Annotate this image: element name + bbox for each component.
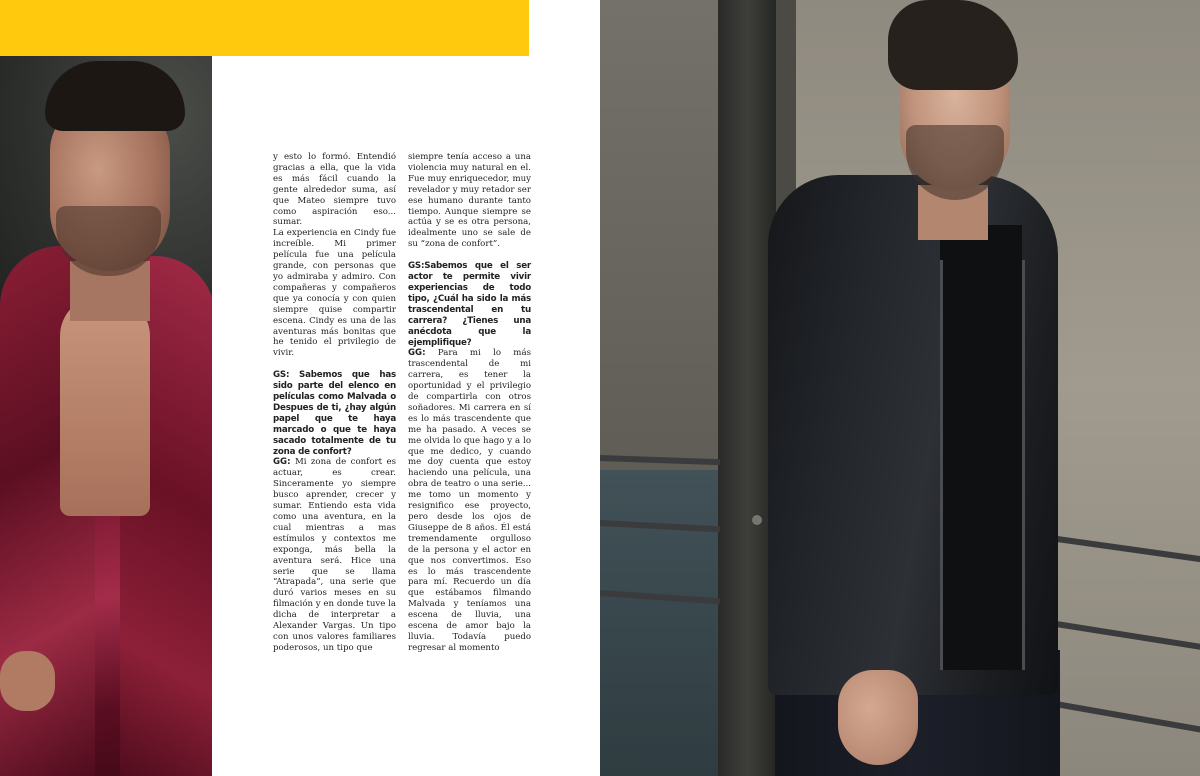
- answer-label: GG:: [273, 457, 291, 468]
- paragraph: y esto lo formó. Entendió gracias a ella, que la vida es más fácil cuando la gente alrededor suma, así que Mateo siempre tuvo como aspiración eso... sumar. La experiencia en Cindy fue increíble. Mi primer película fue una película grande, con personas que yo admiraba y admiro. Con compañeras y compañeros que ya conocía y con quien siempre quise compartir escena. Cindy es una de las aventuras más bonitas que he tenido el privilegio de vivir.: [273, 152, 396, 359]
- answer-text: Para mi lo más trascendental de mi carrera, es tener la oportunidad y el privilegio de compartirla con otros soñadores. Mi carrera en sí es lo más trascendente que me ha pasado. A veces se me olvida lo que hago y a lo que me dedico, y cuando me doy cuenta que estoy haciendo una película, una obra de teatro o una serie... me tomo un momento y resignifico ese proyecto, pero desde los ojos de Giuseppe de 8 años. Él está tremendamente orgulloso de la persona y el actor en que nos convertimos. Eso es lo más trascendente para mí. Recuerdo un día que estábamos filmando Malvada y teníamos una escena de lluvia, una escena de amor bajo la lluvia. Todavía puedo regresar al momento: [408, 348, 531, 653]
- door-knob: [752, 515, 762, 525]
- interview-answer: [273, 457, 396, 653]
- paragraph: siempre tenía acceso a una violencia muy natural en el. Fue muy enriquecedor, muy revelador y muy retador ser ese humano durante tanto tiempo. Aunque siempre se actúa y se es otra persona, idealmente uno se sale de su “zona de confort”.: [408, 152, 531, 250]
- interview-question: GS: Sabemos que has sido parte del elenco en películas como Malvada o Despues de ti, ¿hay algún papel que te haya marcado o que te haya sacado totalmente de tu zona de confort?: [273, 370, 396, 457]
- interview-question: GS:Sabemos que el ser actor te permite vivir experiencias de todo tipo, ¿Cuál ha sido la más trascendental en tu carrera? ¿Tienes una anécdota que la ejemplifique?: [408, 261, 531, 348]
- portrait-photo-burgundy-robe: [0, 56, 212, 776]
- answer-text: Mi zona de confort es actuar, es crear. Sinceramente yo siempre busco aprender, crecer y sumar. Entiendo esta vida como una aventura, en la cual mientras a mas estímulos y contextos me exponga, más bella la aventura será. Hice una serie que se llama “Atrapada”, una serie que duró varios meses en su filmación y en donde tuve la dicha de interpretar a Alexander Vargas. Un tipo con unos valores familiares poderosos, un tipo que: [273, 457, 396, 653]
- accent-band: [0, 0, 529, 56]
- article-column-2: [408, 152, 531, 654]
- interview-answer: [408, 348, 531, 653]
- portrait-photo-black-jacket: [600, 0, 1200, 776]
- article-column-1: [273, 152, 396, 654]
- answer-label: GG:: [408, 348, 426, 359]
